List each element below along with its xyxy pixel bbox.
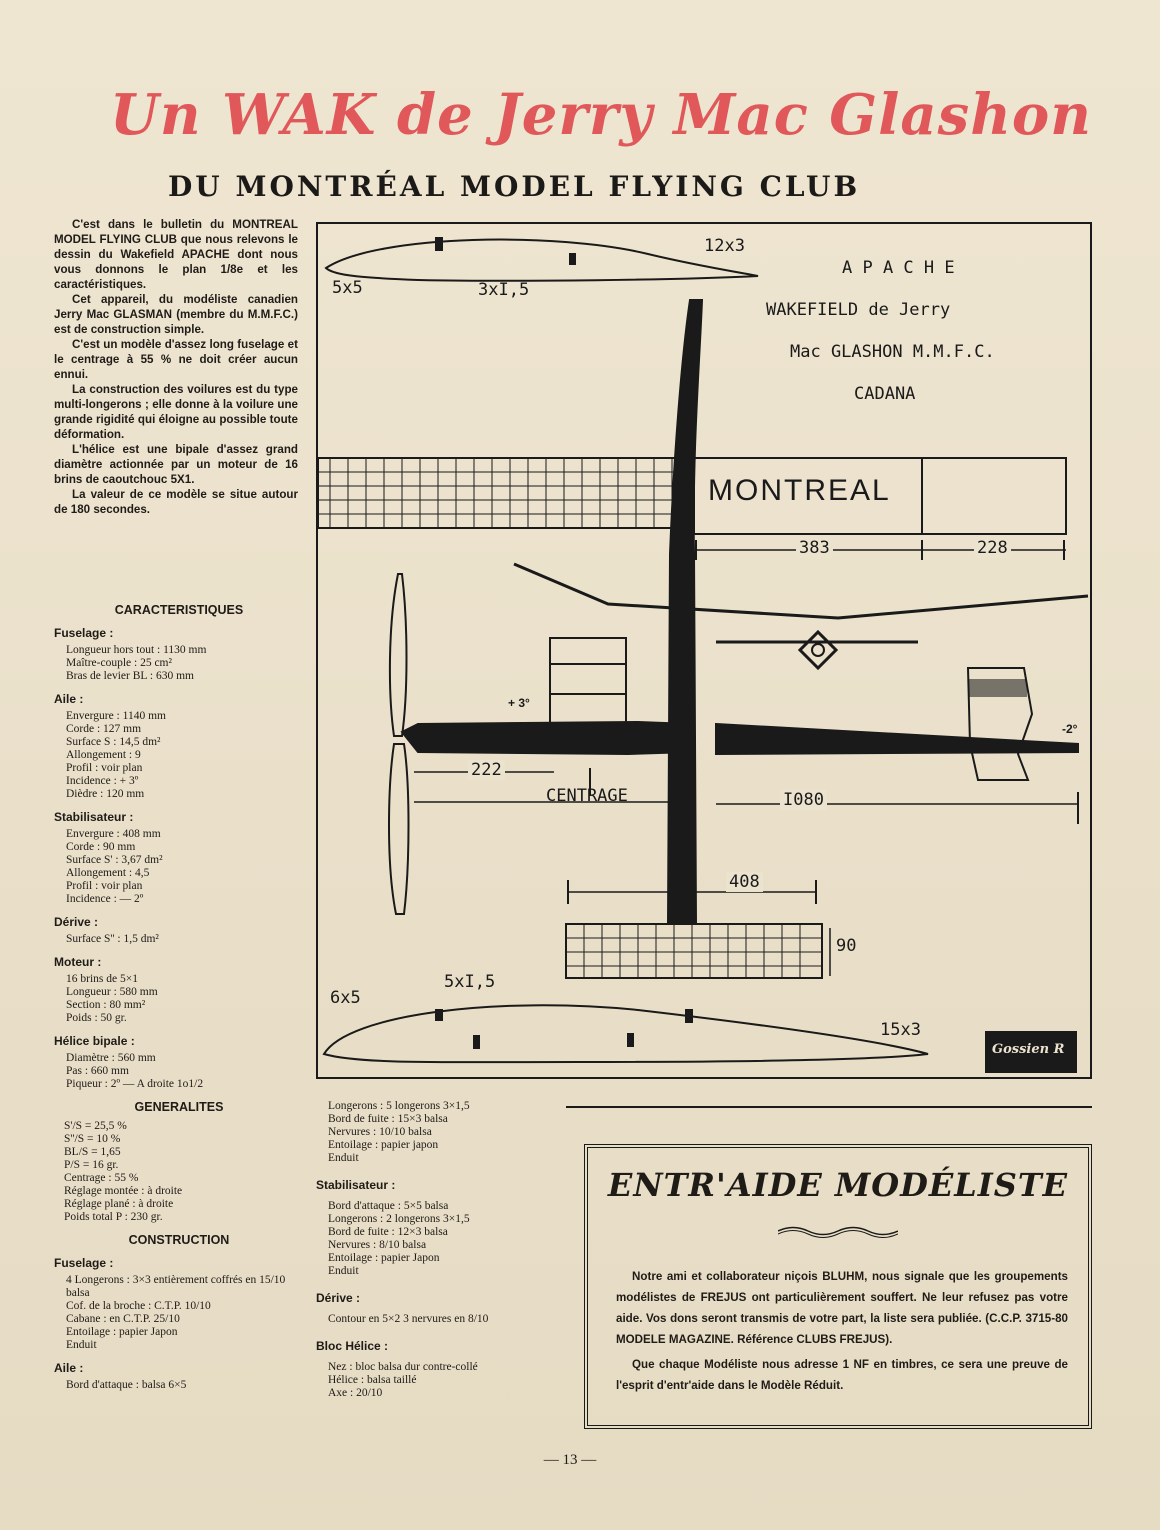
spec-line: Réglage montée : à droite (64, 1185, 183, 1197)
spec-line: Hélice : balsa taillé (328, 1374, 417, 1386)
spec-line: Profil : voir plan (66, 880, 143, 892)
spec-line: Poids total P : 230 gr. (64, 1211, 163, 1223)
dim-span-left: 383 (796, 538, 833, 558)
dim-stab-span: 408 (726, 872, 763, 892)
spec-line: Nez : bloc balsa dur contre-collé (328, 1361, 478, 1373)
dim-bottom-te: 15x3 (880, 1020, 921, 1040)
dim-top-le: 5x5 (332, 278, 363, 298)
spec-line: Surface S' : 3,67 dm² (66, 854, 163, 866)
intro-paragraph: C'est un modèle d'assez long fuselage et le centrage à 55 % ne doit créer aucun ennui. (54, 338, 298, 381)
spec-line: Bord de fuite : 12×3 balsa (328, 1226, 448, 1238)
specs-column (54, 594, 304, 1392)
spec-line: Allongement : 9 (66, 749, 141, 761)
dim-bottom-le: 6x5 (330, 988, 361, 1008)
spec-line: Longerons : 5 longerons 3×1,5 (328, 1100, 470, 1112)
intro-paragraph: Cet appareil, du modéliste canadien Jerry Mac GLASMAN (membre du M.M.F.C.) est de construction simple. (54, 293, 298, 336)
ornament-icon (778, 1224, 898, 1238)
spec-group-label: Fuselage : (54, 1256, 114, 1270)
spec-line: S''/S = 10 % (64, 1133, 121, 1145)
incidence-wing-label: + 3° (508, 696, 530, 710)
spec-line: Incidence : + 3º (66, 775, 139, 787)
spec-line: Poids : 50 gr. (66, 1012, 127, 1024)
entraide-text (616, 1266, 1068, 1396)
spec-line: 16 brins de 5×1 (66, 973, 138, 985)
artist-signature: Gossien R (992, 1042, 1065, 1057)
page-number: — 13 — (543, 1452, 597, 1468)
spec-group-label: Stabilisateur : (316, 1178, 396, 1192)
spec-line: Bras de levier BL : 630 mm (66, 670, 194, 682)
spec-line: Diamètre : 560 mm (66, 1052, 156, 1064)
spec-line: Cabane : en C.T.P. 25/10 (66, 1313, 180, 1325)
spec-line: S'/S = 25,5 % (64, 1120, 127, 1132)
spec-line: Entoilage : papier japon (328, 1139, 439, 1151)
wing-lettering: MONTREAL (708, 474, 891, 507)
spec-line: Envergure : 408 mm (66, 828, 161, 840)
entraide-box (584, 1144, 1092, 1429)
wing-left-panel (318, 458, 694, 528)
spec-line: Bord de fuite : 15×3 balsa (328, 1113, 448, 1125)
spec-line: Surface S'' : 1,5 dm² (66, 933, 159, 945)
propeller-side (390, 574, 407, 736)
spec-line: 4 Longerons : 3×3 entièrement coffrés en 15/10 balsa (66, 1274, 286, 1299)
spec-line: Entoilage : papier Japon (328, 1252, 440, 1264)
spec-line: Longueur : 580 mm (66, 986, 158, 998)
spec-group-label: Aile : (54, 1361, 84, 1375)
spec-group-label: Moteur : (54, 955, 102, 969)
spec-line: Dièdre : 120 mm (66, 788, 145, 800)
spec-group-label: Dérive : (54, 915, 99, 929)
spec-group-label: Bloc Hélice : (316, 1339, 389, 1353)
spec-line: Corde : 127 mm (66, 723, 142, 735)
spec-line: Axe : 20/10 (328, 1387, 383, 1399)
dim-stab-chord: 90 (836, 936, 857, 956)
dim-span-right: 228 (974, 538, 1011, 558)
plan-name-line: CADANA (854, 384, 916, 404)
spec-group-label: Stabilisateur : (54, 810, 134, 824)
spec-line: Nervures : 8/10 balsa (328, 1239, 427, 1251)
spec-group-label: Hélice bipale : (54, 1034, 135, 1048)
cg-label: CENTRAGE (546, 786, 628, 806)
spec-line: Bord d'attaque : 5×5 balsa (328, 1200, 449, 1212)
article-subtitle: DU MONTRÉAL MODEL FLYING CLUB (168, 170, 861, 203)
intro-text (54, 217, 298, 517)
wing-pylon (550, 638, 626, 724)
spec-line: Cof. de la broche : C.T.P. 10/10 (66, 1300, 211, 1312)
intro-paragraph: La construction des voilures est du type multi-longerons ; elle donne à la voilure une grande rigidité qui éloigne au possible toute déformation. (54, 383, 298, 441)
spec-line: Entoilage : papier Japon (66, 1326, 178, 1338)
wing-rib-profile (326, 240, 758, 281)
section-divider (566, 1106, 1092, 1108)
entraide-paragraph: Que chaque Modéliste nous adresse 1 NF en timbres, ce sera une preuve de l'esprit d'entr'aide dans le Modèle Réduit. (616, 1358, 1068, 1392)
spec-line: Maître-couple : 25 cm² (66, 657, 172, 669)
intro-paragraph: C'est dans le bulletin du MONTREAL MODEL FLYING CLUB que nous relevons le dessin du Wakefield APACHE dont nous vous donnons le plan 1/8e et les caractéristiques. (54, 218, 298, 291)
spec-line: Section : 80 mm² (66, 999, 146, 1011)
construction-heading: CONSTRUCTION (128, 1233, 230, 1247)
plan-name-line: Mac GLASHON M.M.F.C. (790, 342, 995, 362)
spec-line: Contour en 5×2 3 nervures en 8/10 (328, 1313, 489, 1325)
spec-line: Longueur hors tout : 1130 mm (66, 644, 207, 656)
intro-paragraph: L'hélice est une bipale d'assez grand diamètre actionnée par un moteur de 16 brins de caoutchouc 5X1. (54, 443, 298, 486)
fuselage-side-view (402, 722, 690, 754)
intro-paragraph: La valeur de ce modèle se situe autour de 180 secondes. (54, 488, 298, 516)
spec-line: Envergure : 1140 mm (66, 710, 166, 722)
spec-line: Allongement : 4,5 (66, 867, 150, 879)
spec-line: Longerons : 2 longerons 3×1,5 (328, 1213, 470, 1225)
spec-line: Bord d'attaque : balsa 6×5 (66, 1379, 187, 1391)
spec-group-label: Aile : (54, 692, 84, 706)
wing-rib-profile-bottom (324, 1005, 928, 1062)
spec-line: Piqueur : 2º — A droite 1o1/2 (66, 1078, 204, 1090)
spec-line: Surface S : 14,5 dm² (66, 736, 161, 748)
spec-group-label: Dérive : (316, 1291, 361, 1305)
spec-line: Pas : 660 mm (66, 1065, 129, 1077)
spec-line: Incidence : — 2º (66, 893, 144, 905)
dim-nose: 222 (468, 760, 505, 780)
incidence-stab-label: -2° (1062, 722, 1078, 736)
spec-line: Enduit (328, 1152, 359, 1164)
dim-bottom-spar: 5xI,5 (444, 972, 496, 992)
stabilizer (566, 924, 822, 978)
spec-line: Enduit (66, 1339, 97, 1351)
dim-length: I080 (780, 790, 827, 810)
generalites-heading: GENERALITES (134, 1100, 224, 1114)
spec-line: Nervures : 10/10 balsa (328, 1126, 432, 1138)
wing-front-view (514, 564, 1088, 618)
spec-line: Centrage : 55 % (64, 1172, 139, 1184)
construction-column-2 (316, 1100, 566, 1400)
dim-top-te: 12x3 (704, 236, 745, 256)
spec-line: P/S = 16 gr. (64, 1159, 119, 1171)
entraide-title: ENTR'AIDE MODÉLISTE (607, 1166, 1069, 1204)
plan-name-line: WAKEFIELD de Jerry (766, 300, 951, 320)
fuselage-planform (668, 300, 702, 924)
spec-line: BL/S = 1,65 (64, 1146, 121, 1158)
model-plan-drawing (316, 222, 1092, 1079)
article-title: Un WAK de Jerry Mac Glashon (110, 82, 1092, 148)
spec-line: Réglage plané : à droite (64, 1198, 174, 1210)
spec-line: Corde : 90 mm (66, 841, 136, 853)
entraide-paragraph: Notre ami et collaborateur niçois BLUHM, nous signale que les groupements modélistes de FREJUS ont particulièrement souffert. Ne leur refusez pas votre aide. Vos dons seront transmis de votre part, la liste sera publiée. (C.C.P. 3715-80 MODELE MAGAZINE. Référence CLUBS FREJUS). (616, 1270, 1068, 1346)
spec-group-label: Fuselage : (54, 626, 114, 640)
dim-top-spar: 3xI,5 (478, 280, 530, 300)
spec-line: Profil : voir plan (66, 762, 143, 774)
spec-line: Enduit (328, 1265, 359, 1277)
specs-heading: CARACTERISTIQUES (114, 603, 244, 617)
plan-name-line: A P A C H E (842, 258, 955, 278)
